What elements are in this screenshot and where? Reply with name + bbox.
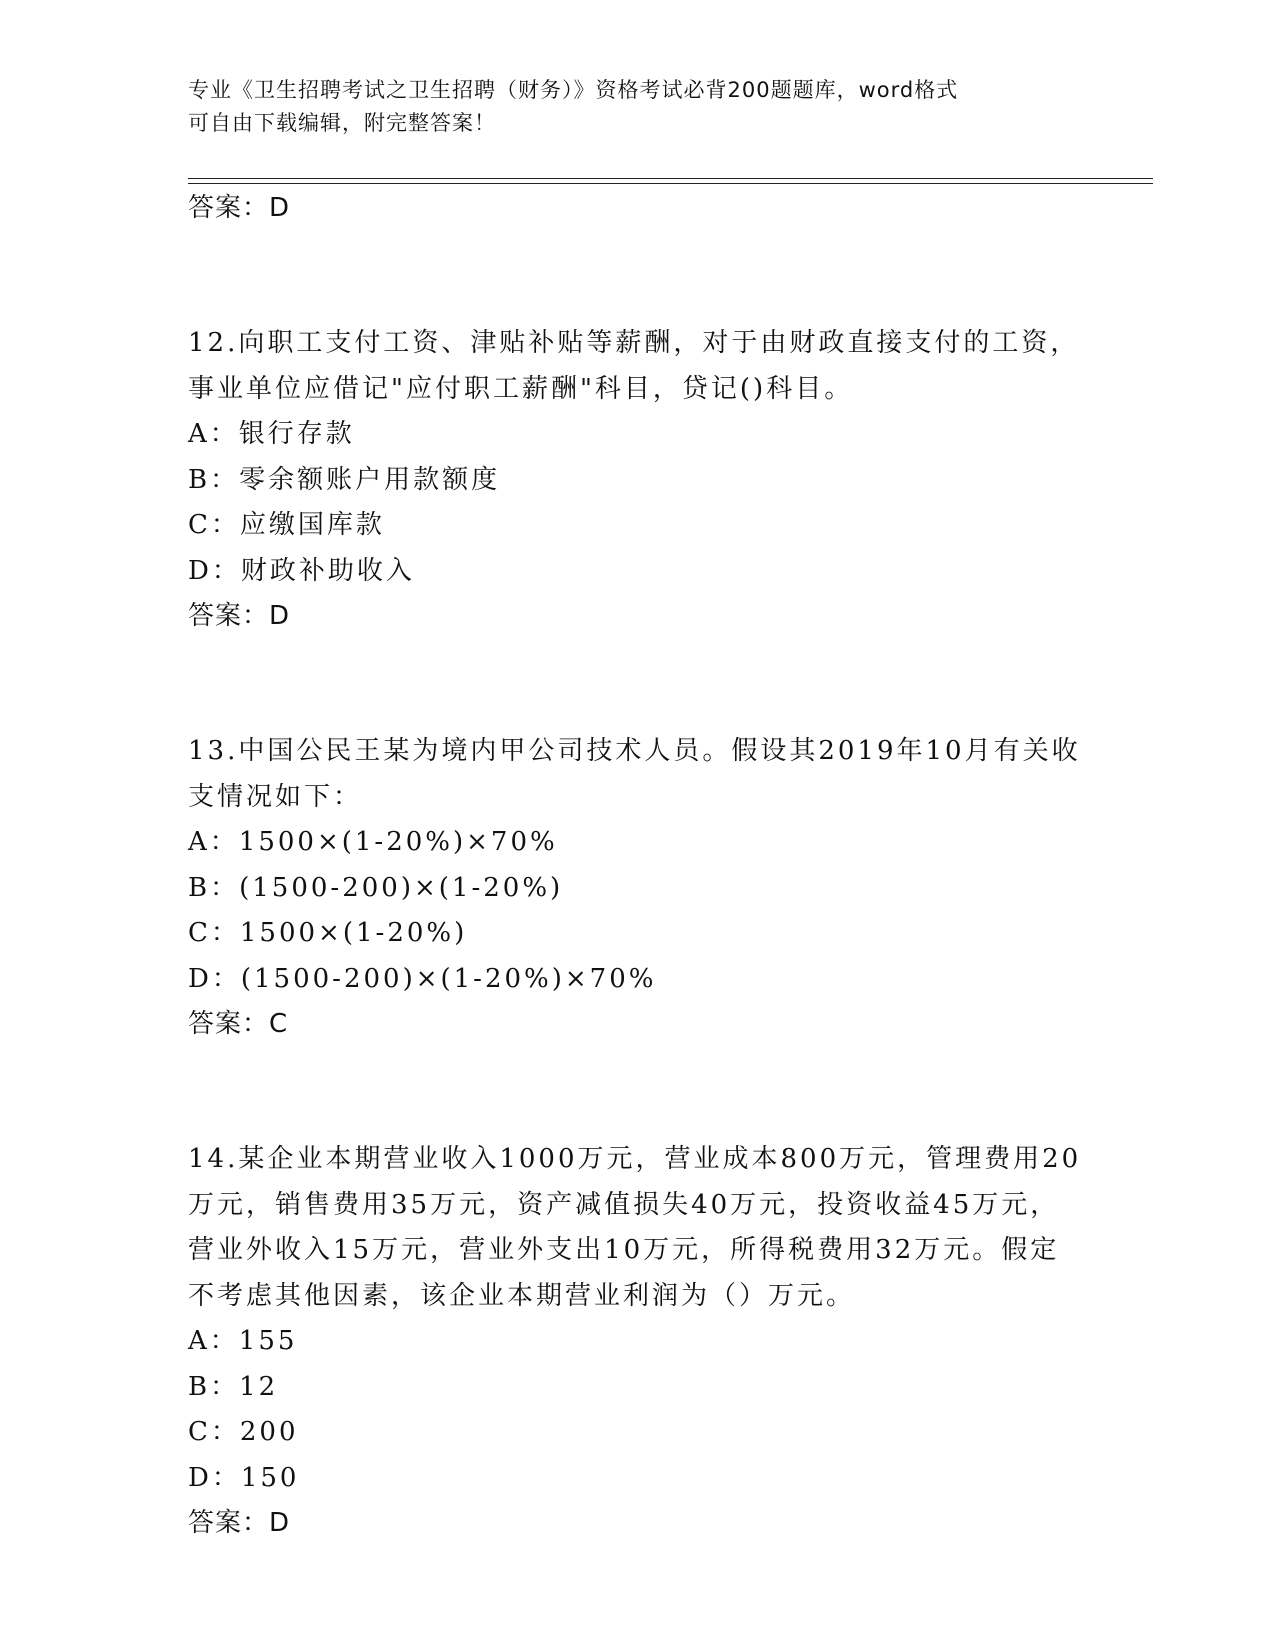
option-a: A：银行存款 <box>188 419 355 449</box>
option-b: B：(1500-200)×(1-20%) <box>188 872 564 903</box>
question-text-line: 13.中国公民王某为境内甲公司技术人员。假设其2019年10月有关收 <box>188 736 1081 766</box>
option-d: D：(1500-200)×(1-20%)×70% <box>188 963 657 994</box>
question-text-line: 营业外收入15万元，营业外支出10万元，所得税费用32万元。假定 <box>188 1235 1060 1265</box>
header-divider-bottom <box>188 183 1153 184</box>
option-d: D：财政补助收入 <box>188 555 415 586</box>
option-a: A：155 <box>188 1326 298 1356</box>
option-c: C：应缴国库款 <box>188 510 385 540</box>
spacer <box>188 231 1088 321</box>
question-14 <box>188 1137 1088 1546</box>
answer: 答案：D <box>188 1508 291 1538</box>
previous-answer: 答案：D <box>188 193 291 223</box>
question-13 <box>188 729 1088 1047</box>
spacer <box>188 639 1088 729</box>
answer: 答案：C <box>188 1009 289 1039</box>
answer: 答案：D <box>188 601 291 631</box>
question-text-line: 支情况如下： <box>188 781 363 812</box>
question-list <box>188 186 1088 1546</box>
header-divider-top <box>188 178 1153 179</box>
spacer <box>188 1047 1088 1137</box>
option-c: C：1500×(1-20%) <box>188 918 468 948</box>
question-text-line: 事业单位应借记"应付职工薪酬"科目，贷记()科目。 <box>188 373 854 404</box>
question-text-line: 14.某企业本期营业收入1000万元，营业成本800万元，管理费用20 <box>188 1144 1082 1174</box>
question-text-line: 万元，销售费用35万元，资产减值损失40万元，投资收益45万元， <box>188 1189 1060 1220</box>
question-text-line: 不考虑其他因素，该企业本期营业利润为（）万元。 <box>188 1280 856 1311</box>
option-d: D：150 <box>188 1462 300 1493</box>
question-text-line: 12.向职工支付工资、津贴补贴等薪酬，对于由财政直接支付的工资， <box>188 328 1080 358</box>
document-header <box>188 74 1088 140</box>
option-b: B：零余额账户用款额度 <box>188 464 501 495</box>
option-c: C：200 <box>188 1417 299 1447</box>
header-line-1: 专业《卫生招聘考试之卫生招聘（财务）》资格考试必背200题题库，word格式 <box>188 78 959 102</box>
header-line-2: 可自由下载编辑，附完整答案！ <box>188 111 496 135</box>
option-b: B：12 <box>188 1371 279 1402</box>
question-12 <box>188 321 1088 639</box>
option-a: A：1500×(1-20%)×70% <box>188 827 558 857</box>
